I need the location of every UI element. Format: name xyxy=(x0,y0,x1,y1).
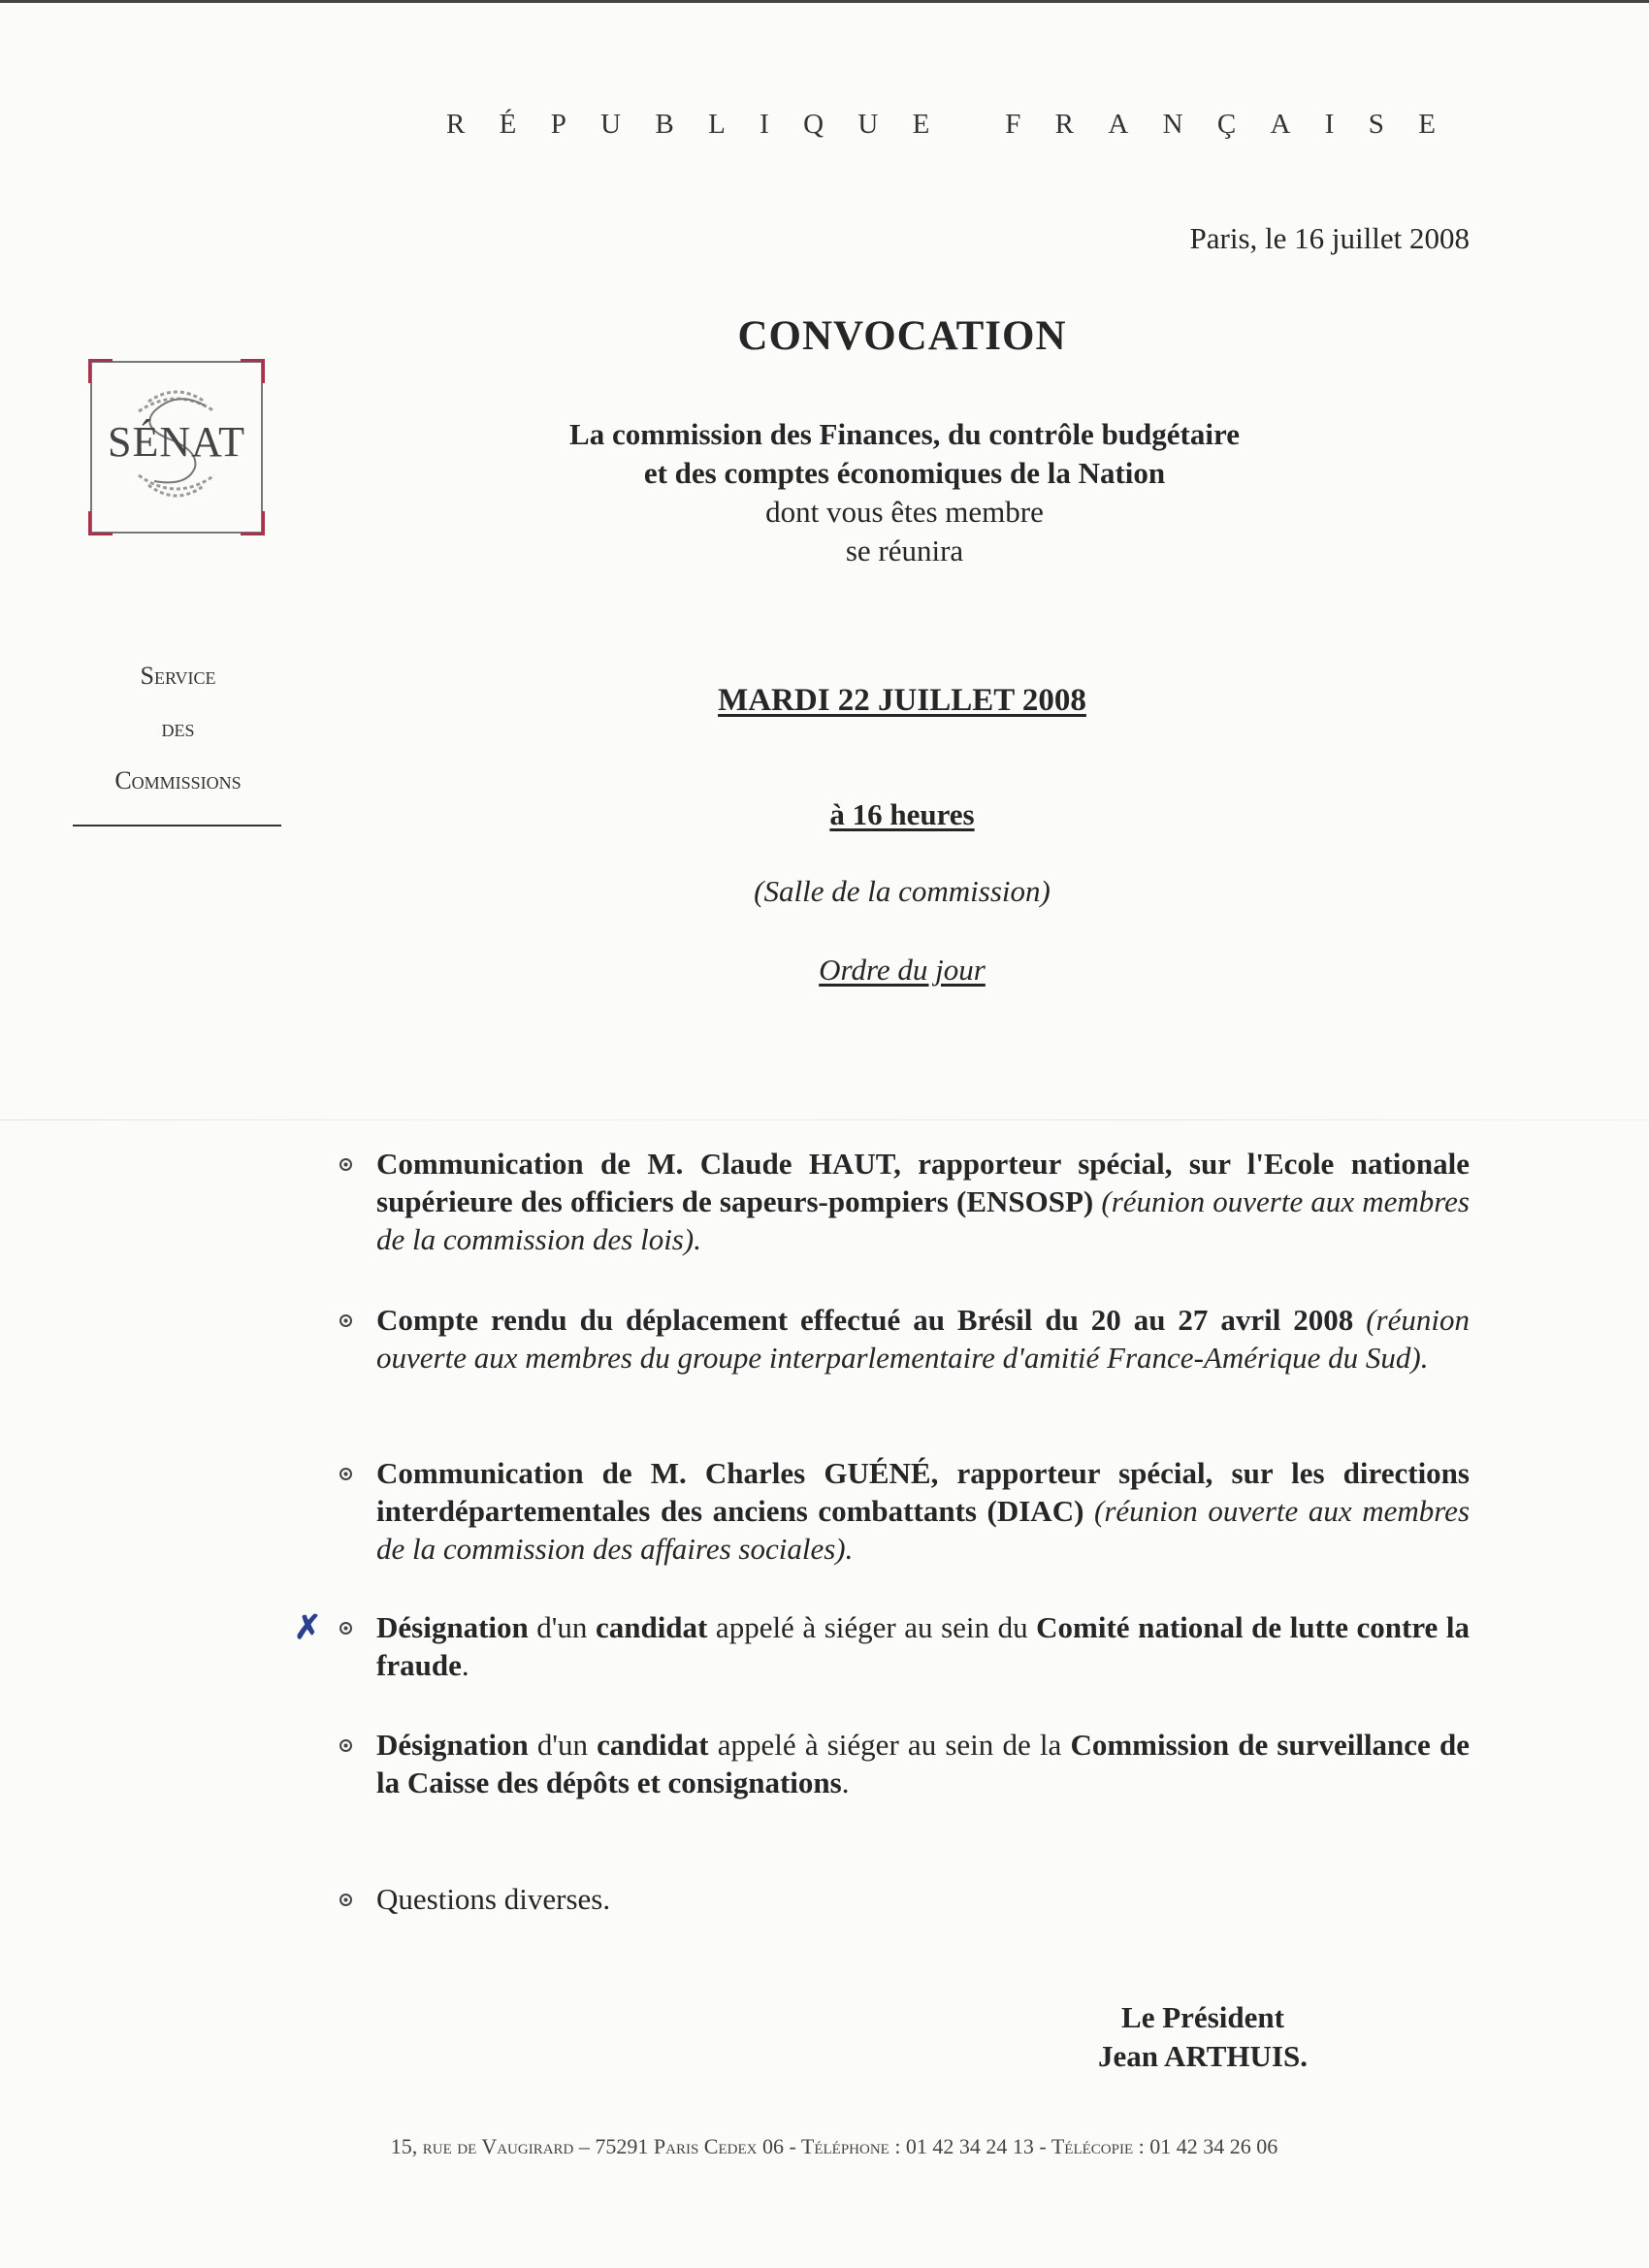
agenda-item xyxy=(376,1608,1470,1684)
agenda-item-note: (réunion ouverte aux membres du groupe interparlementaire d'amitié France-Amérique du Sud). xyxy=(376,1303,1470,1375)
agenda-item-note: (réunion ouverte aux membres de la commission des lois). xyxy=(376,1184,1471,1256)
republic-header-letter: U xyxy=(600,109,622,140)
republic-header-letter: É xyxy=(499,109,517,140)
senat-logo xyxy=(90,361,263,534)
service-line-2: des xyxy=(161,714,195,742)
agenda-title: Ordre du jour xyxy=(819,953,986,987)
agenda-text: d'un xyxy=(528,1728,598,1762)
intro-line-3: dont vous êtes membre xyxy=(765,495,1044,529)
republic-header-letter: F xyxy=(1005,109,1021,140)
agenda-item xyxy=(376,1726,1470,1801)
intro-line-2: et des comptes économiques de la Nation xyxy=(643,456,1166,490)
bullet-icon xyxy=(340,1158,352,1171)
paper-fold xyxy=(0,1119,1649,1120)
republic-header-letter: I xyxy=(760,109,769,140)
republic-header-letter: Q xyxy=(803,109,824,140)
agenda-text-bold: Désignation xyxy=(376,1728,529,1762)
republic-header-letter xyxy=(964,109,971,141)
service-line-1: Service xyxy=(140,662,216,690)
republic-header-letter: P xyxy=(550,109,566,140)
intro-line-4: se réunira xyxy=(845,534,964,567)
republic-header-letter: Ç xyxy=(1216,109,1237,140)
bullet-icon xyxy=(340,1468,352,1480)
republic-header-letter: U xyxy=(857,109,879,140)
agenda-text: appelé à siéger au sein de la xyxy=(708,1728,1071,1762)
agenda-text-bold: candidat xyxy=(597,1728,709,1762)
agenda-item-main: Communication de M. Claude HAUT, rapporteur spécial, sur l'Ecole nationale supérieure des officiers de sapeurs-pompiers (ENSOSP) xyxy=(376,1147,1470,1218)
agenda-text-bold: Commission de surveillance de la Caisse des dépôts et consignations xyxy=(376,1728,1470,1799)
letter-date: Paris, le 16 juillet 2008 xyxy=(1189,221,1470,255)
agenda-item xyxy=(376,1880,1470,1918)
service-label xyxy=(74,650,282,807)
republic-header-letter: N xyxy=(1162,109,1183,140)
republic-header-letter: E xyxy=(1418,109,1436,140)
signatory-name: Jean ARTHUIS. xyxy=(1098,2039,1308,2073)
intro-line-1: La commission des Finances, du contrôle budgétaire xyxy=(569,417,1240,451)
agenda-text-bold: Désignation xyxy=(376,1610,529,1644)
meeting-date: MARDI 22 JUILLET 2008 xyxy=(718,683,1086,718)
republic-header-letter: L xyxy=(708,109,726,140)
agenda-item xyxy=(376,1454,1470,1568)
agenda-item-main: Communication de M. Charles GUÉNÉ, rapporteur spécial, sur les directions interdépartementales des anciens combattants (DIAC) xyxy=(376,1456,1470,1528)
republic-header-letter: A xyxy=(1108,109,1129,140)
meeting-room: (Salle de la commission) xyxy=(754,874,1051,908)
signatory-role: Le Président xyxy=(1121,2000,1284,2034)
service-line-3: Commissions xyxy=(114,766,242,794)
bullet-icon xyxy=(340,1622,352,1635)
republic-header-letter: R xyxy=(1054,109,1074,140)
agenda-text-bold: candidat xyxy=(595,1610,708,1644)
meeting-time: à 16 heures xyxy=(829,797,975,831)
document-title: CONVOCATION xyxy=(737,313,1067,359)
top-border xyxy=(0,0,1649,3)
agenda-item xyxy=(376,1301,1470,1377)
handwritten-mark: ✗ xyxy=(294,1610,322,1646)
republic-header-letter: B xyxy=(655,109,674,140)
bullet-icon xyxy=(340,1894,352,1906)
republic-header-letter: E xyxy=(912,109,930,140)
intro-paragraph xyxy=(504,415,1305,570)
senat-logo-text: SÉNAT xyxy=(108,418,245,466)
agenda-text-bold: Comité national de lutte contre la fraude xyxy=(376,1610,1470,1682)
agenda-item-main: Questions diverses. xyxy=(376,1882,611,1916)
republic-header xyxy=(446,109,1436,141)
agenda-text: . xyxy=(841,1766,850,1799)
signature-block xyxy=(1067,1998,1339,2076)
agenda-text: appelé à siéger au sein du xyxy=(707,1610,1037,1644)
agenda-text: d'un xyxy=(528,1610,596,1644)
bullet-icon xyxy=(340,1314,352,1327)
agenda-text: . xyxy=(461,1648,469,1682)
agenda-item xyxy=(376,1145,1470,1258)
agenda-item-note: (réunion ouverte aux membres de la commission des affaires sociales). xyxy=(376,1494,1471,1566)
address-footer: 15, rue de Vaugirard – 75291 Paris Cedex 06 - Téléphone : 01 42 34 24 13 - Télécopie : 01 42 34 26 06 xyxy=(390,2134,1278,2158)
agenda-item-main: Compte rendu du déplacement effectué au Brésil du 20 au 27 avril 2008 xyxy=(376,1303,1354,1337)
republic-header-letter: I xyxy=(1324,109,1335,140)
republic-header-letter: R xyxy=(446,109,466,140)
bullet-icon xyxy=(340,1739,352,1752)
republic-header-letter: S xyxy=(1368,109,1384,140)
republic-header-letter: A xyxy=(1270,109,1291,140)
